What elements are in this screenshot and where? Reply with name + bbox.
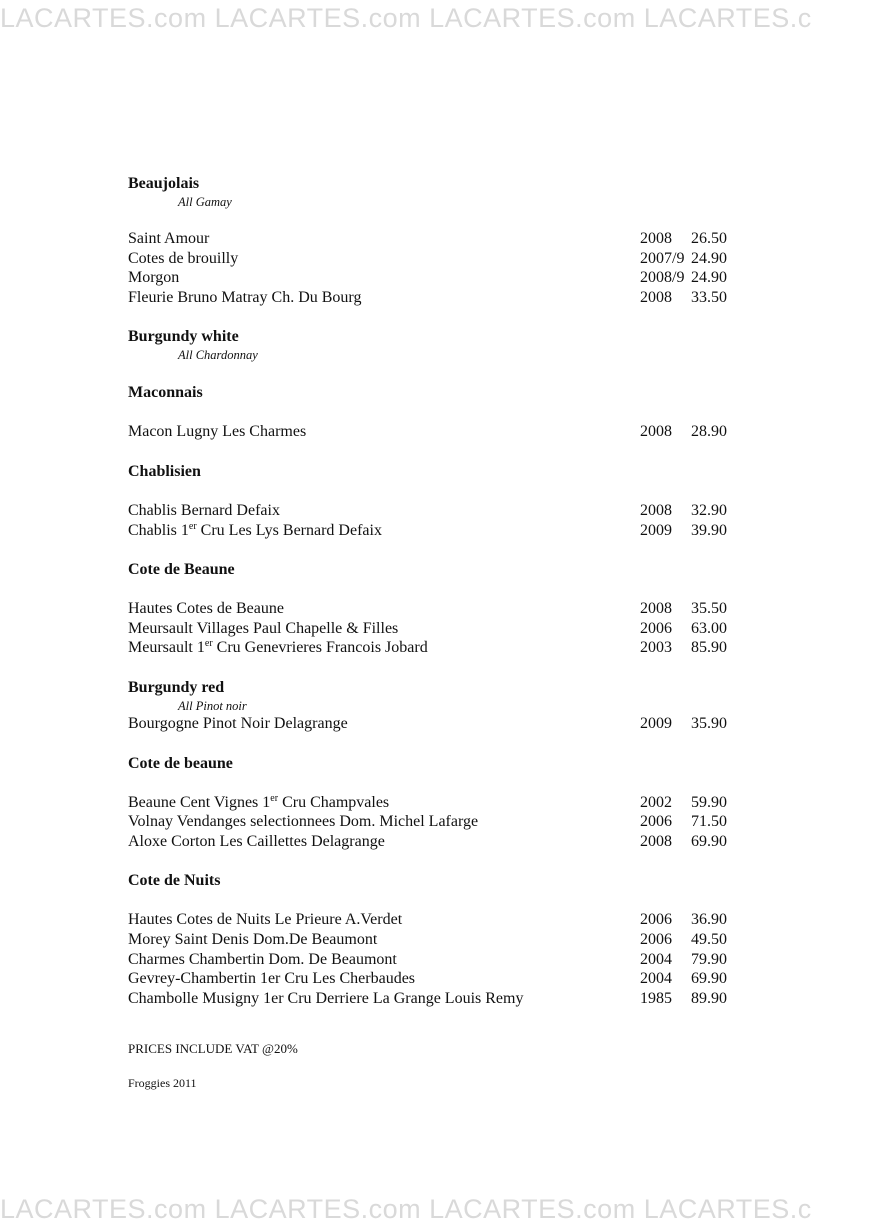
section-heading: Cote de beaune bbox=[128, 754, 233, 772]
watermark-bottom: LACARTES.com LACARTES.com LACARTES.com LACARTES.c bbox=[0, 1194, 812, 1224]
wine-name: Chambolle Musigny 1er Cru Derriere La Grange Louis Remy bbox=[128, 989, 524, 1007]
wine-row bbox=[128, 599, 748, 619]
watermark-top: LACARTES.com LACARTES.com LACARTES.com LACARTES.c bbox=[0, 3, 812, 33]
wine-price: 33.50 bbox=[691, 288, 727, 306]
wine-year: 2008 bbox=[640, 423, 672, 441]
wine-row bbox=[128, 422, 748, 442]
wine-year: 2008 bbox=[640, 600, 672, 618]
section-heading: Chablisien bbox=[128, 462, 201, 480]
wine-row bbox=[128, 989, 748, 1009]
wine-year: 2006 bbox=[640, 911, 672, 929]
wine-price: 59.90 bbox=[691, 793, 727, 811]
wine-name: Bourgogne Pinot Noir Delagrange bbox=[128, 714, 348, 732]
wine-name: Morgon bbox=[128, 269, 180, 287]
wine-price: 35.50 bbox=[691, 600, 727, 618]
wine-name: Saint Amour bbox=[128, 230, 210, 247]
wine-year: 2006 bbox=[640, 930, 672, 948]
wine-row bbox=[128, 501, 748, 521]
wine-price: 32.90 bbox=[691, 501, 727, 519]
section-cote-de-nuits bbox=[128, 871, 748, 1008]
wine-price: 69.90 bbox=[691, 832, 727, 850]
wine-row bbox=[128, 249, 748, 269]
wine-year: 2004 bbox=[640, 950, 672, 968]
wine-row bbox=[128, 930, 748, 950]
wine-name: Morey Saint Denis Dom.De Beaumont bbox=[128, 930, 378, 948]
wine-row bbox=[128, 521, 748, 541]
wine-name: Volnay Vendanges selectionnees Dom. Michel Lafarge bbox=[128, 813, 479, 831]
wine-year: 2003 bbox=[640, 639, 672, 657]
wine-price: 28.90 bbox=[691, 423, 727, 441]
wine-row bbox=[128, 812, 748, 832]
wine-price: 24.90 bbox=[691, 269, 727, 287]
wine-name: Chablis Bernard Defaix bbox=[128, 501, 280, 519]
wine-year: 2008 bbox=[640, 230, 672, 247]
wine-price: 36.90 bbox=[691, 911, 727, 929]
wine-price: 26.50 bbox=[691, 230, 727, 247]
wine-row bbox=[128, 619, 748, 639]
wine-year: 2009 bbox=[640, 521, 672, 539]
wine-name: Charmes Chambertin Dom. De Beaumont bbox=[128, 950, 397, 968]
wine-row bbox=[128, 969, 748, 989]
section-heading: Maconnais bbox=[128, 384, 203, 402]
section-heading: Beaujolais bbox=[128, 175, 200, 192]
section-subtitle: All Pinot noir bbox=[178, 698, 247, 713]
wine-name: Beaune Cent Vignes 1er Cru Champvales bbox=[128, 792, 390, 811]
wine-row bbox=[128, 832, 748, 852]
wine-name: Chablis 1er Cru Les Lys Bernard Defaix bbox=[128, 520, 382, 539]
section-heading: Burgundy red bbox=[128, 678, 225, 696]
vat-note: PRICES INCLUDE VAT @20% bbox=[128, 1041, 298, 1056]
wine-year: 2002 bbox=[640, 793, 672, 811]
wine-name: Aloxe Corton Les Caillettes Delagrange bbox=[128, 832, 385, 850]
section-heading: Cote de Nuits bbox=[128, 872, 221, 890]
wine-price: 69.90 bbox=[691, 970, 727, 988]
wine-row bbox=[128, 638, 748, 658]
wine-price: 79.90 bbox=[691, 950, 727, 968]
wine-price: 89.90 bbox=[691, 989, 727, 1007]
wine-name: Cotes de brouilly bbox=[128, 249, 239, 267]
wine-year: 2008 bbox=[640, 832, 672, 850]
wine-name: Meursault 1er Cru Genevrieres Francois Jobard bbox=[128, 638, 428, 657]
wine-row bbox=[128, 229, 748, 249]
wine-year: 2008 bbox=[640, 501, 672, 519]
wine-price: 49.50 bbox=[691, 930, 727, 948]
wine-name: Macon Lugny Les Charmes bbox=[128, 423, 307, 441]
wine-price: 24.90 bbox=[691, 249, 727, 267]
section-burgundy-red bbox=[128, 678, 748, 734]
wine-row bbox=[128, 288, 748, 308]
wine-year: 2008/9 bbox=[640, 269, 685, 287]
section-subtitle: All Gamay bbox=[178, 195, 232, 209]
wine-name: Gevrey-Chambertin 1er Cru Les Cherbaudes bbox=[128, 970, 416, 988]
wine-price: 35.90 bbox=[691, 714, 727, 732]
section-beaujolais bbox=[128, 174, 748, 307]
section-heading: Burgundy white bbox=[128, 328, 239, 346]
wine-name: Hautes Cotes de Nuits Le Prieure A.Verdet bbox=[128, 911, 403, 929]
wine-row bbox=[128, 268, 748, 288]
wine-year: 2006 bbox=[640, 619, 672, 637]
wine-year: 2004 bbox=[640, 970, 672, 988]
wine-name: Hautes Cotes de Beaune bbox=[128, 600, 284, 618]
wine-year: 1985 bbox=[640, 989, 672, 1007]
wine-name: Fleurie Bruno Matray Ch. Du Bourg bbox=[128, 288, 362, 306]
wine-year: 2008 bbox=[640, 288, 672, 306]
copyright-note: Froggies 2011 bbox=[128, 1076, 197, 1090]
wine-price: 63.00 bbox=[691, 619, 727, 637]
wine-year: 2009 bbox=[640, 714, 672, 732]
section-maconnais bbox=[128, 383, 748, 442]
wine-price: 39.90 bbox=[691, 521, 727, 539]
wine-row bbox=[128, 910, 748, 930]
section-chablisien bbox=[128, 462, 748, 540]
wine-price: 85.90 bbox=[691, 639, 727, 657]
wine-row bbox=[128, 950, 748, 970]
wine-year: 2007/9 bbox=[640, 249, 685, 267]
section-cote-de-beaune-red bbox=[128, 754, 748, 852]
wine-name: Meursault Villages Paul Chapelle & Filles bbox=[128, 619, 399, 637]
wine-row bbox=[128, 793, 748, 813]
wine-row bbox=[128, 714, 748, 734]
section-burgundy-white bbox=[128, 327, 748, 363]
section-cote-de-beaune-white bbox=[128, 560, 748, 658]
wine-year: 2006 bbox=[640, 813, 672, 831]
wine-price: 71.50 bbox=[691, 813, 727, 831]
section-heading: Cote de Beaune bbox=[128, 561, 235, 579]
wine-list bbox=[128, 174, 748, 1008]
section-subtitle: All Chardonnay bbox=[178, 348, 258, 363]
